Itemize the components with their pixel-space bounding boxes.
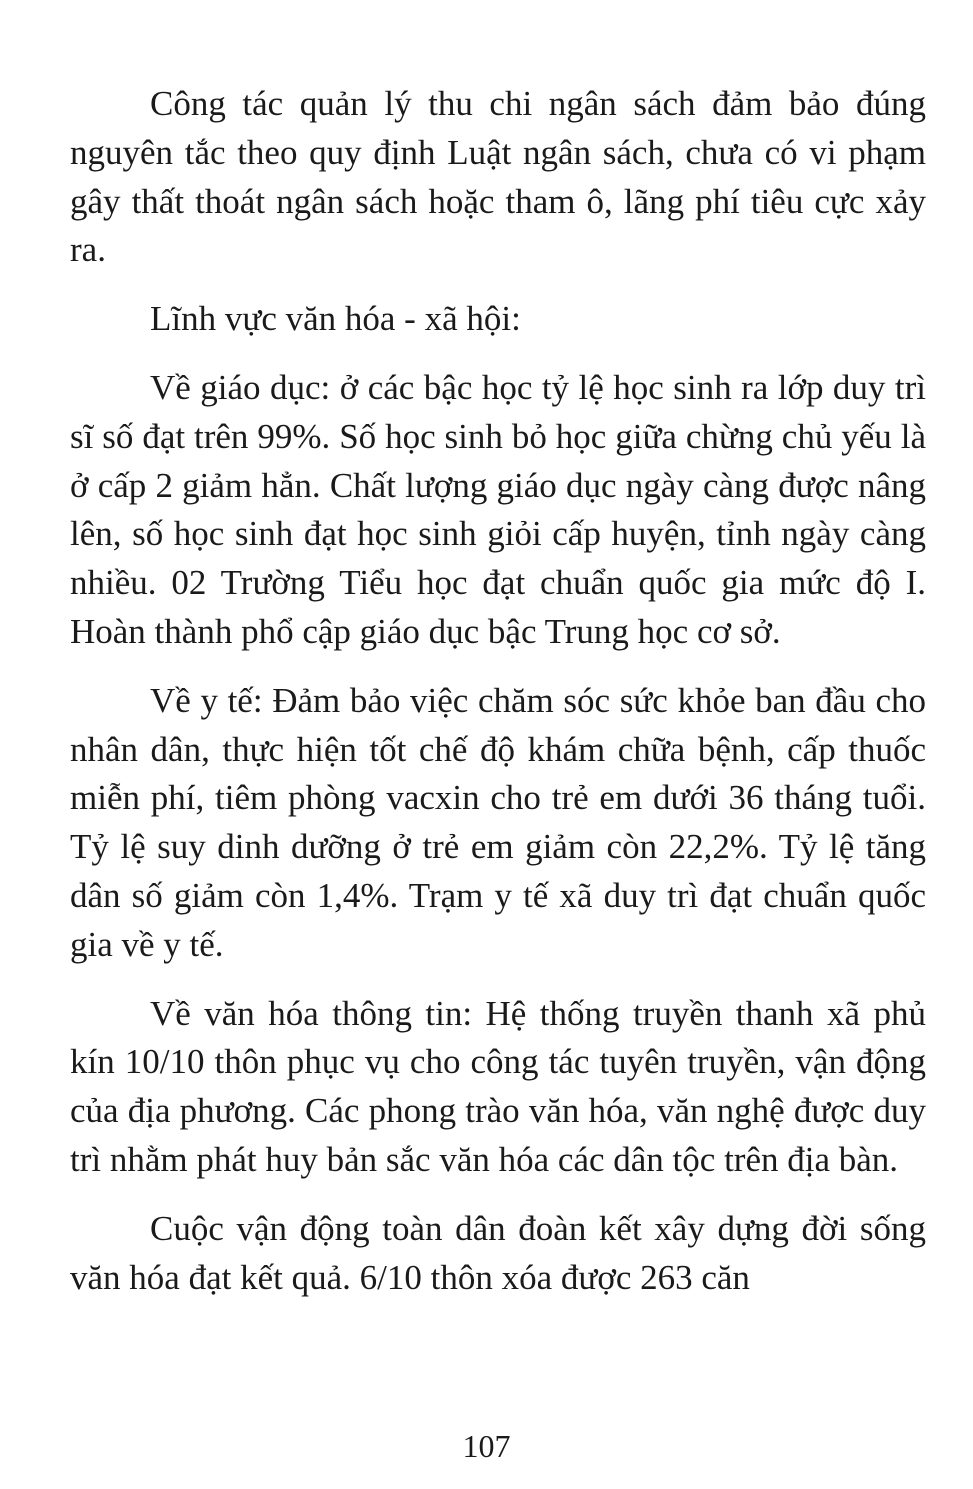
paragraph-education: Về giáo dục: ở các bậc học tỷ lệ học sinh ra lớp duy trì sĩ số đạt trên 99%. Số học sinh bỏ học giữa chừng chủ yếu là ở cấp 2 giảm hẳn. Chất lượng giáo dục ngày càng được nâng lên, số học sinh đạt học sinh giỏi cấp huyện, tỉnh ngày càng nhiều. 02 Trường Tiểu học đạt chuẩn quốc gia mức độ I. Hoàn thành phổ cập giáo dục bậc Trung học cơ sở. bbox=[70, 367, 926, 651]
paragraph-campaign: Cuộc vận động toàn dân đoàn kết xây dựng đời sống văn hóa đạt kết quả. 6/10 thôn xóa được 263 căn bbox=[70, 1208, 926, 1297]
body-text bbox=[70, 80, 926, 1302]
paragraph-budget: Công tác quản lý thu chi ngân sách đảm bảo đúng nguyên tắc theo quy định Luật ngân sách, chưa có vi phạm gây thất thoát ngân sách hoặc tham ô, lãng phí tiêu cực xảy ra. bbox=[70, 84, 926, 270]
paragraph-health: Về y tế: Đảm bảo việc chăm sóc sức khỏe ban đầu cho nhân dân, thực hiện tốt chế độ khám chữa bệnh, cấp thuốc miễn phí, tiêm phòng vacxin cho trẻ em dưới 36 tháng tuổi. Tỷ lệ suy dinh dưỡng ở trẻ em giảm còn 22,2%. Tỷ lệ tăng dân số giảm còn 1,4%. Trạm y tế xã duy trì đạt chuẩn quốc gia về y tế. bbox=[70, 680, 926, 964]
page-number: 107 bbox=[462, 1428, 511, 1464]
paragraph-section-heading: Lĩnh vực văn hóa - xã hội: bbox=[150, 299, 521, 339]
paragraph-culture-information: Về văn hóa thông tin: Hệ thống truyền thanh xã phủ kín 10/10 thôn phục vụ cho công tác tuyên truyền, vận động của địa phương. Các phong trào văn hóa, văn nghệ được duy trì nhằm phát huy bản sắc văn hóa các dân tộc trên địa bàn. bbox=[70, 993, 926, 1179]
